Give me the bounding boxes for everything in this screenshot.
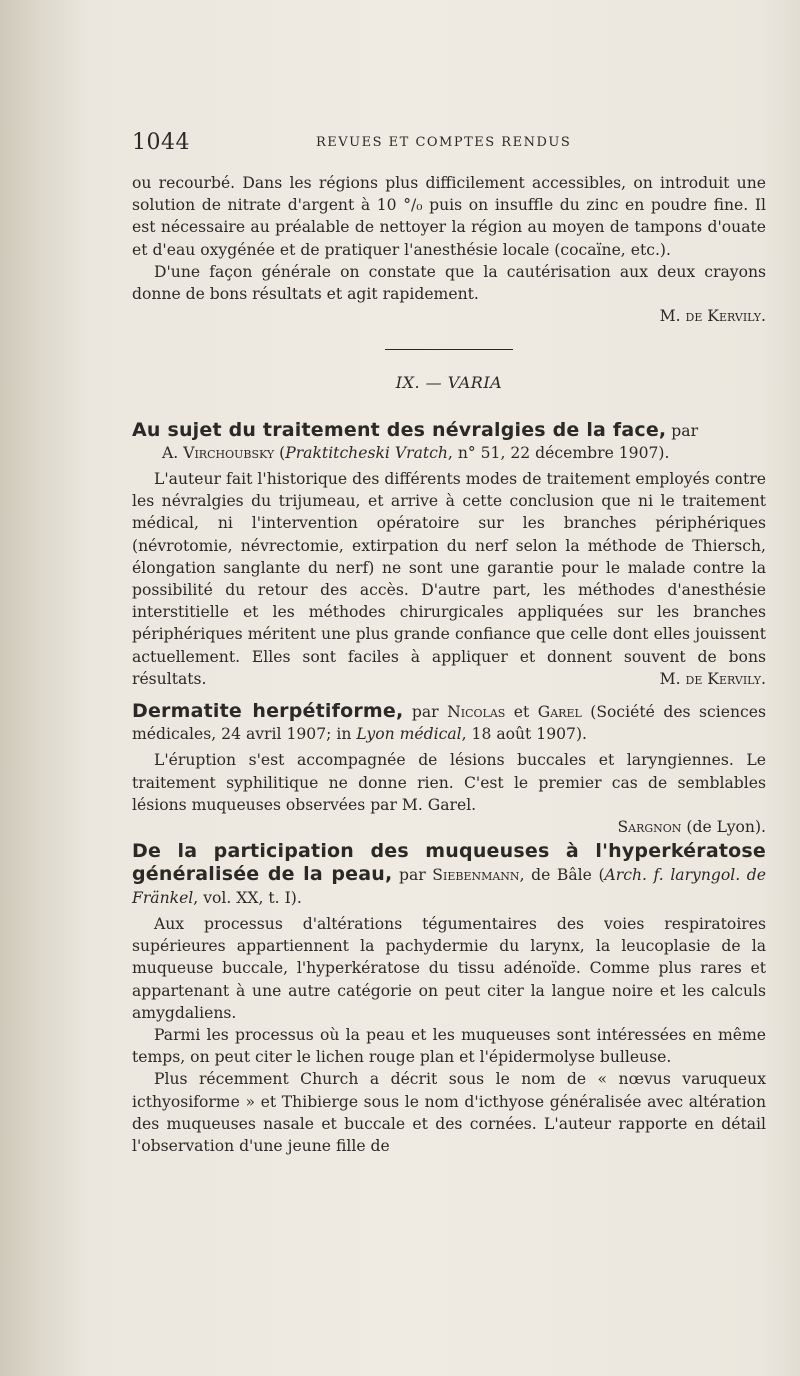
article-details: , vol. XX, t. I). — [193, 888, 302, 907]
intro-paragraph-2: D'une façon générale on constate que la cautérisation aux deux crayons donne de bons résultats et agit rapidement. — [132, 262, 766, 304]
article-title: Dermatite herpétiforme, — [132, 700, 404, 723]
article-dermatitis — [132, 700, 766, 838]
article-and: et — [505, 703, 538, 722]
article-source: (Société des sciences médicales, 24 avril 1907; in — [132, 703, 766, 744]
article-by: par — [392, 866, 433, 885]
article-journal: Lyon médical — [356, 725, 462, 744]
article-heading — [132, 840, 766, 909]
article-heading — [132, 419, 766, 464]
article-details: , n° 51, 22 décembre 1907). — [447, 443, 670, 462]
article-author: Siebenmann — [432, 866, 520, 885]
article-author: Virchoubsky — [183, 443, 275, 462]
intro-signature — [132, 305, 766, 327]
signature-text: M. de Kervily. — [659, 307, 766, 326]
page-content — [132, 172, 766, 1157]
signature-place: (de Lyon). — [681, 818, 766, 837]
article-journal: Arch. f. laryngol. de Fränkel — [132, 866, 767, 907]
source-open: ( — [274, 443, 286, 462]
article-hyperkeratosis — [132, 840, 766, 1157]
article-signature: M. de Kervily. — [659, 669, 766, 688]
article-title: Au sujet du traitement des névralgies de la face, — [132, 418, 667, 441]
section-divider — [385, 349, 513, 350]
article-heading — [132, 700, 766, 745]
article-body-text: L'auteur fait l'historique des différents modes de traitement employés contre les névralgies du trijumeau, et arrive à cette conclusion que ni le traitement médical, ni l'intervention opératoire sur les branches périphériques (névrotomie, névrectomie, extirpation du nerf selon la méthode de Thiersch, élongation sanglante du nerf) ne sont une garantie pour le malade contre la possibilité du retour des accès. D'autre part, les méthodes d'anesthésie interstitielle et les méthodes chirurgicales appliquées sur les branches périphériques méritent une plus grande confiance que celle dont elles jouissent actuellement. Elles sont faciles à appliquer et donnent souvent de bons résultats. — [132, 470, 766, 688]
article-body: L'éruption s'est accompagnée de lésions buccales et laryngiennes. Le traitement syphilitique ne donne rien. C'est le premier cas de semblables lésions muqueuses observées par M. Garel. — [132, 751, 766, 814]
article-paragraph-2: Parmi les processus où la peau et les muqueuses sont intéressées en même temps, on peut citer le lichen rouge plan et l'épidermolyse bulleuse. — [132, 1025, 766, 1067]
article-citation — [132, 442, 766, 464]
page-number: 1044 — [132, 130, 190, 155]
article-paragraph-1: Aux processus d'altérations tégumentaires des voies respiratoires supérieures appartiennent la pachydermie du larynx, la leucoplasie de la muqueuse buccale, l'hyperkératose du tissu adénoïde. Comme plus rares et appartenant à une autre catégorie on peut citer la langue noire et les calculs amygdaliens. — [132, 914, 766, 1022]
article-signature — [132, 816, 766, 838]
article-body — [132, 468, 766, 690]
article-author: Nicolas — [447, 703, 506, 722]
article-place: , de Bâle ( — [519, 866, 605, 885]
article-author-2: Garel — [537, 703, 582, 722]
intro-paragraph: ou recourbé. Dans les régions plus difficilement accessibles, on introduit une solution de nitrate d'argent à 10 °/₀ puis on insuffle du zinc en poudre fine. Il est nécessaire au préalable de nettoyer la région au moyen de tampons d'ouate et d'eau oxygénée et de pratiquer l'anesthésie locale (cocaïne, etc.). — [132, 174, 766, 259]
article-paragraph-3: Plus récemment Church a décrit sous le nom de « nœvus varuqueux icthyosiforme » et Thibierge sous le nom d'icthyose généralisée avec altération des muqueuses nasale et buccale et des cornées. L'auteur rapporte en détail l'observation d'une jeune fille de — [132, 1070, 766, 1155]
article-journal: Praktitcheski Vratch — [285, 443, 448, 462]
page-header — [132, 130, 772, 156]
article-title: De la participation des muqueuses à l'hyperkératose généralisée de la peau, — [132, 840, 766, 886]
author-initial: A. — [162, 443, 184, 462]
article-details: , 18 août 1907). — [461, 725, 587, 744]
signature-name: Sargnon — [617, 818, 682, 837]
section-heading: IX. — VARIA — [395, 373, 503, 393]
article-neuralgia — [132, 419, 766, 690]
running-head: REVUES ET COMPTES RENDUS — [316, 135, 572, 150]
article-by: par — [403, 703, 448, 722]
article-by: par — [666, 421, 699, 440]
